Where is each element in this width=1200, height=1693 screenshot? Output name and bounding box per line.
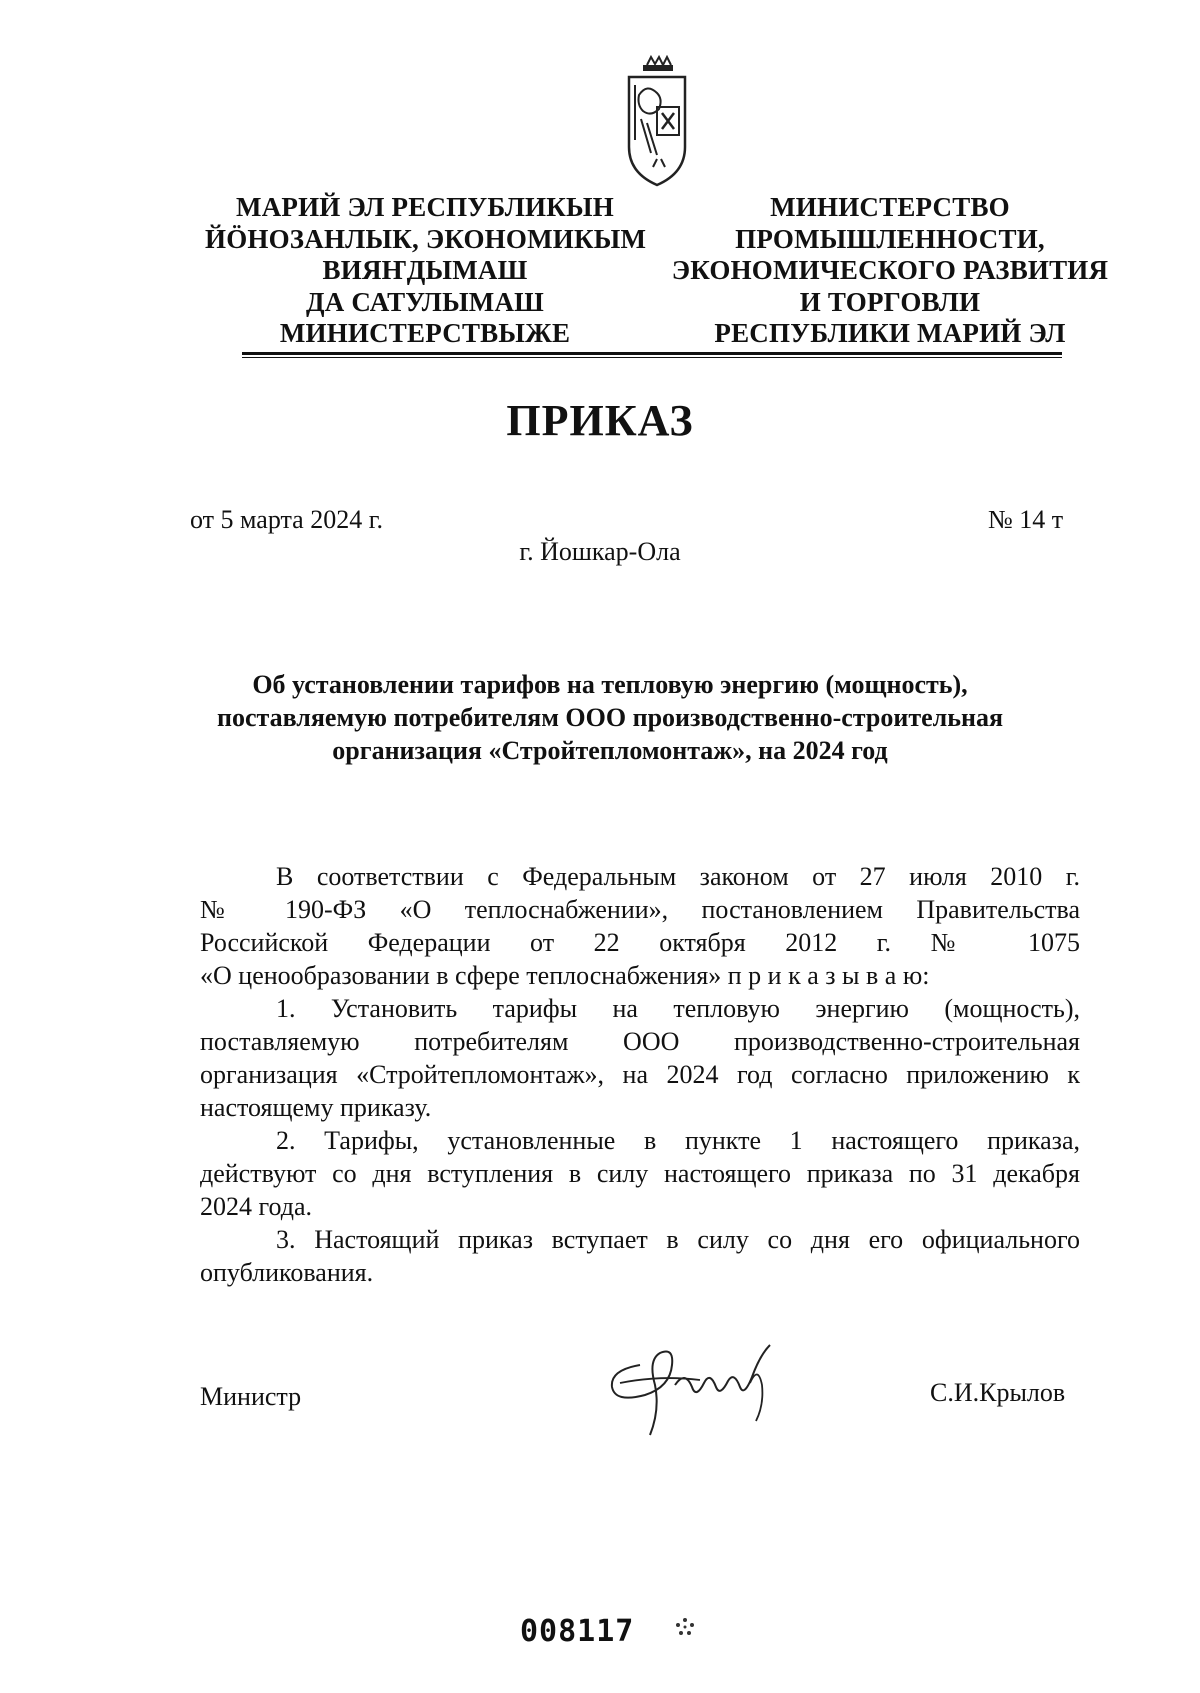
document-city: г. Йошкар-Ола [519,537,681,566]
document-subject [170,668,1050,767]
signatory-role: Министр [200,1382,302,1411]
document-number: № 14 т [988,505,1064,534]
body-line: «О ценообразовании в сфере теплоснабжения» п р и к а з ы в а ю: [200,961,930,990]
document-body [200,860,1080,1289]
header-right-block [665,192,1115,350]
header-right-line: ПРОМЫШЛЕННОСТИ, [735,223,1045,254]
header-divider-thick [242,352,1062,355]
serial-number: 008117 [520,1614,635,1649]
header-divider-thin [242,357,1062,358]
header-right-line: И ТОРГОВЛИ [799,286,981,317]
body-line: 2024 года. [200,1192,313,1221]
header-right-line: МИНИСТЕРСТВО [770,192,1010,222]
header-right-line: РЕСПУБЛИКИ МАРИЙ ЭЛ [714,318,1066,348]
body-line: настоящему приказу. [200,1093,432,1122]
subject-line: организация «Стройтепломонтаж», на 2024 год [332,736,888,765]
handwritten-signature [600,1325,810,1445]
body-line: организация «Стройтепломонтаж», на 2024 год согласно приложению к [200,1060,1080,1089]
header-left-line: МАРИЙ ЭЛ РЕСПУБЛИКЫН [236,192,614,222]
header-left-line: ВИЯҤДЫМАШ [322,255,528,285]
body-line: 3. Настоящий приказ вступает в силу со дня его официального [276,1225,1080,1254]
stamp-dots-mark [670,1612,700,1642]
header-left-line: ДА САТУЛЫМАШ [305,286,545,317]
header-left-block [205,192,645,350]
header-right-line: ЭКОНОМИЧЕСКОГО РАЗВИТИЯ [671,255,1109,285]
subject-line: Об установлении тарифов на тепловую энергию (мощность), [252,670,968,699]
signatory-name: С.И.Крылов [930,1378,1066,1407]
subject-line: поставляемую потребителям ООО производственно-строительная [216,703,1004,732]
body-line: В соответствии с Федеральным законом от 27 июля 2010 г. [276,862,1080,891]
header-left-line: ЙӦНОЗАНЛЫК, ЭКОНОМИКЫМ [205,223,647,254]
body-line: 2. Тарифы, установленные в пункте 1 настоящего приказа, [276,1126,1080,1155]
body-line: опубликования. [200,1258,374,1287]
body-line: № 190-ФЗ «О теплоснабжении», постановлением Правительства [200,895,1080,924]
document-date: от 5 марта 2024 г. [190,505,383,534]
header-left-line: МИНИСТЕРСТВЫЖЕ [279,318,571,348]
body-line: 1. Установить тарифы на тепловую энергию (мощность), [276,994,1080,1023]
document-type-title: ПРИКАЗ [506,396,694,445]
body-line: Российской Федерации от 22 октября 2012 г. № 1075 [200,928,1080,957]
coat-of-arms-emblem [617,55,697,190]
body-line: поставляемую потребителям ООО производственно-строительная [200,1027,1080,1056]
body-line: действуют со дня вступления в силу настоящего приказа по 31 декабря [200,1159,1080,1188]
